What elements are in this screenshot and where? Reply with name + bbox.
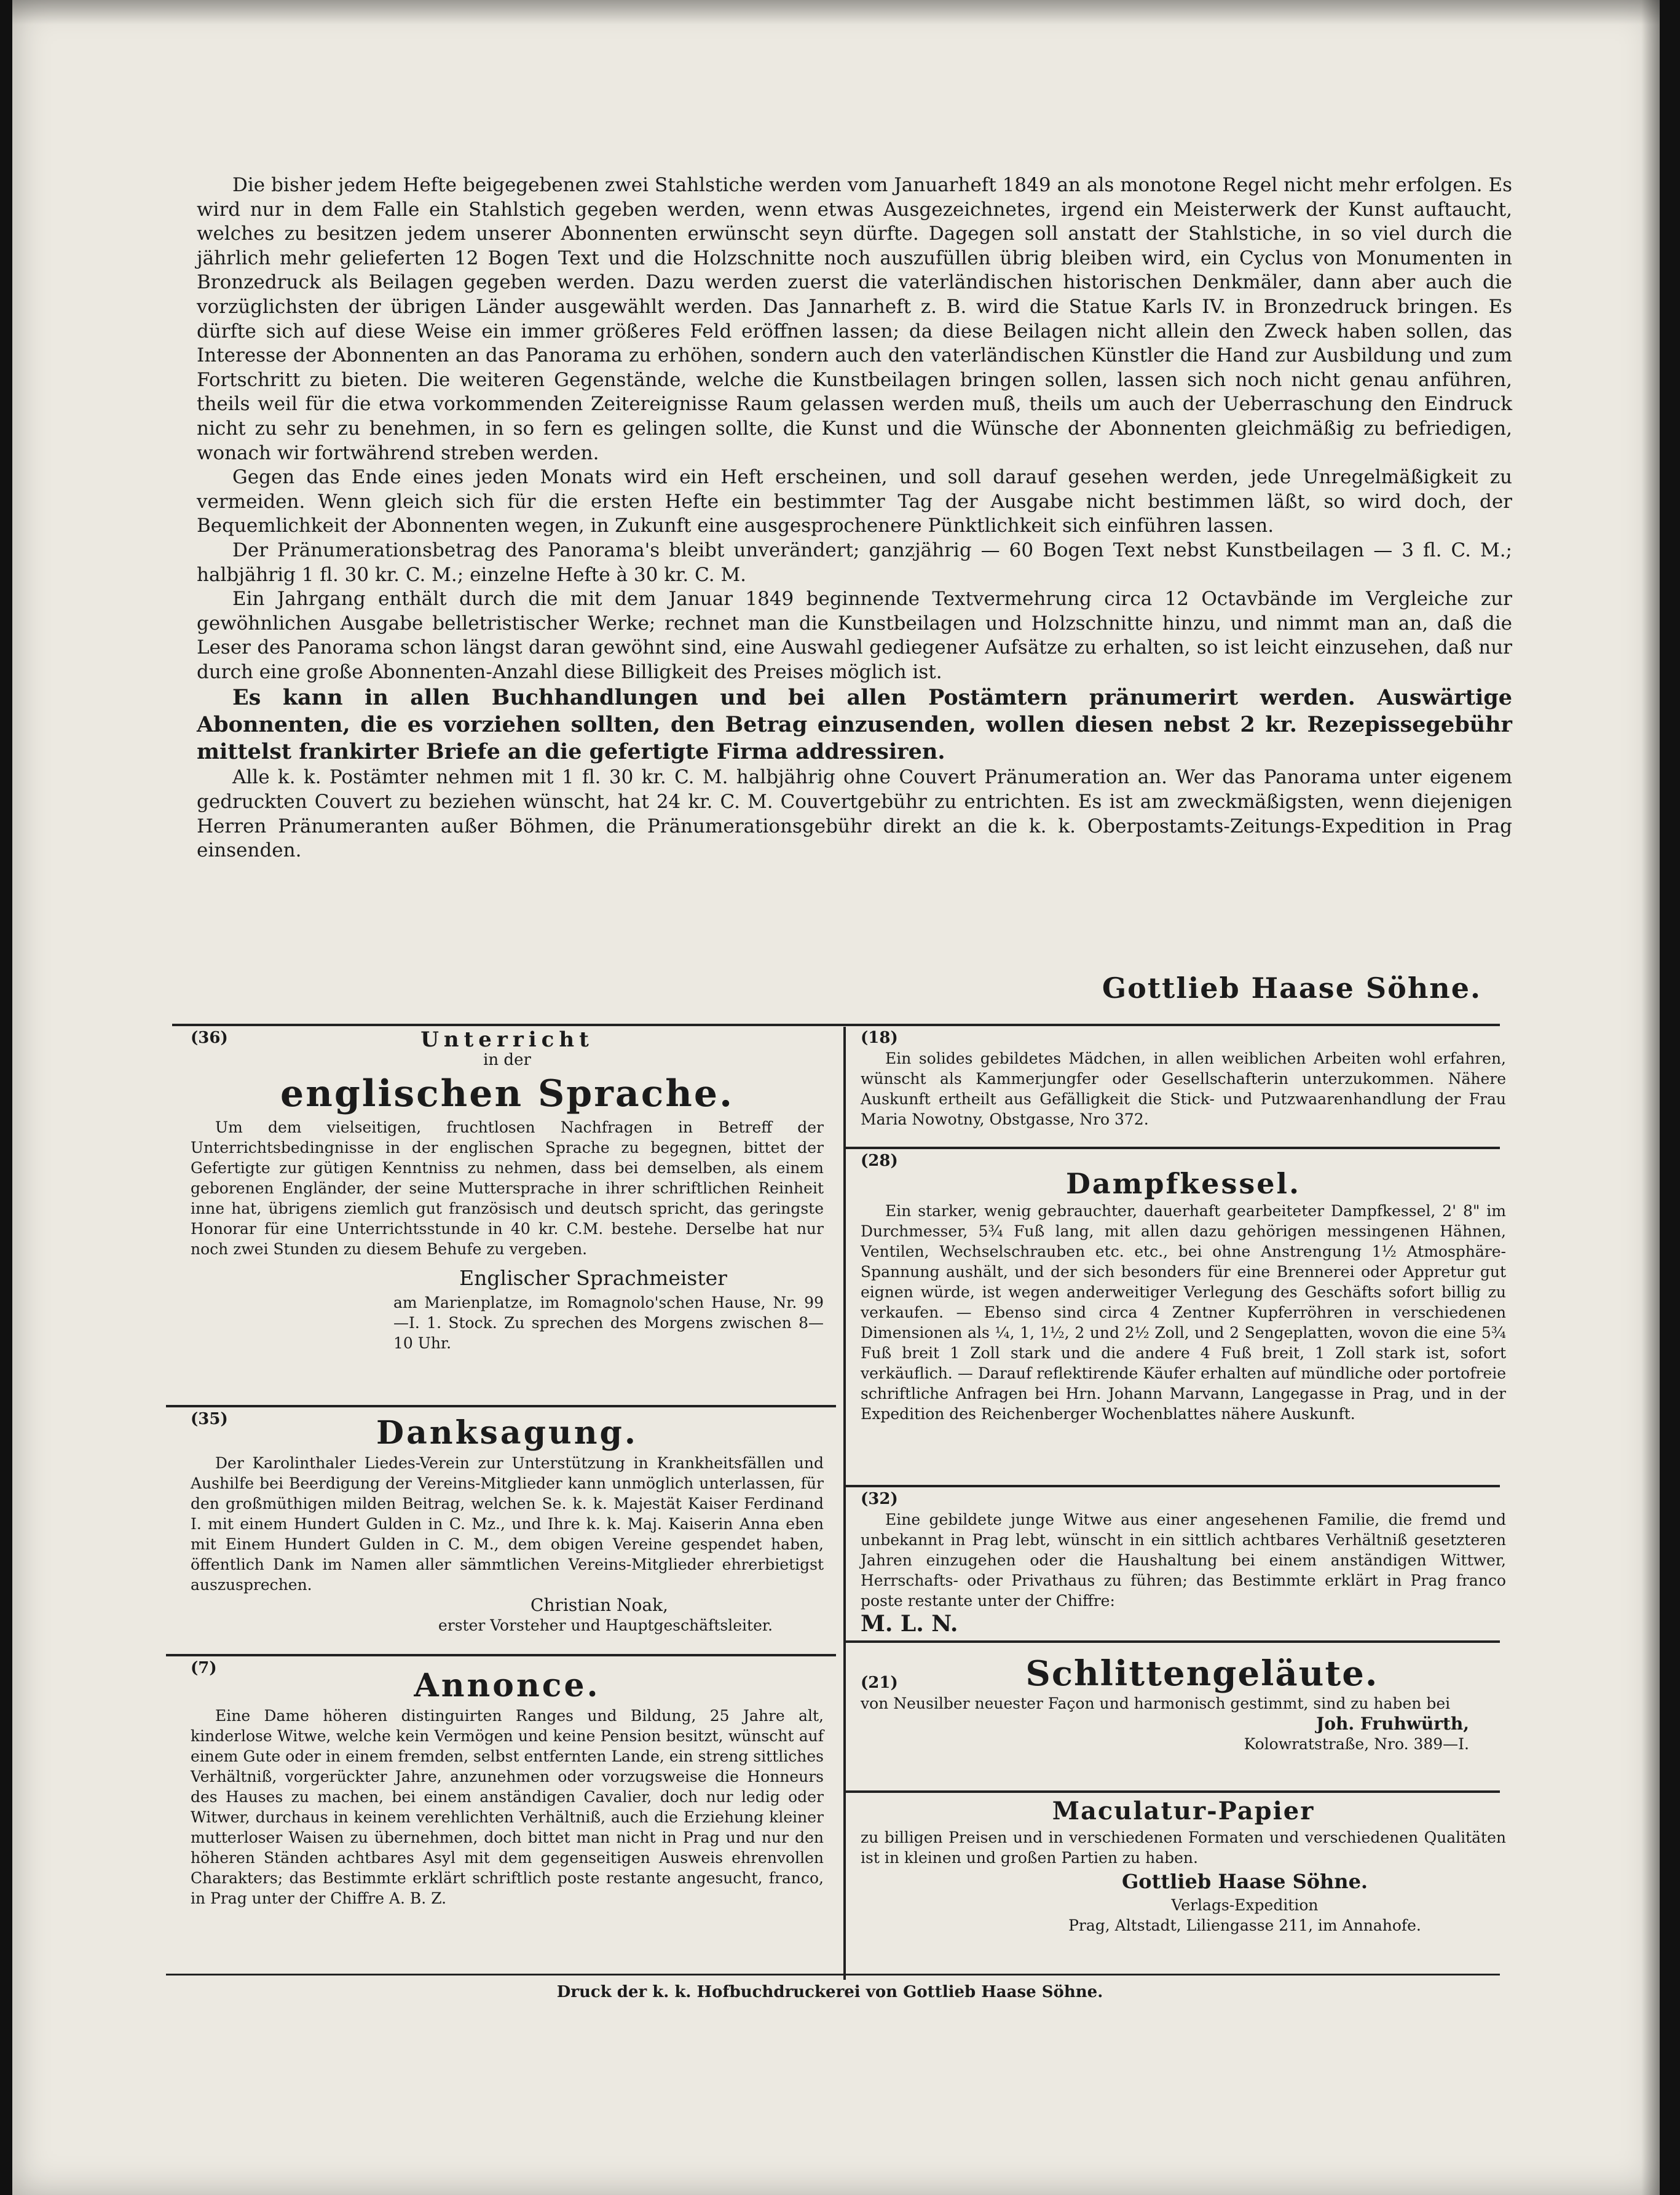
ad-rule <box>846 1640 1500 1643</box>
ad-line: in der <box>483 1051 531 1069</box>
ad-number: (32) <box>861 1490 898 1508</box>
ad-body: Ein solides gebildetes Mädchen, in allen weiblichen Arbeiten wohl erfahren, wünscht als Kammerjungfer oder Gesellschafterin unterzukommen. Nähere Auskunft ertheilt aus Gefälligkeit die Stick- und Putzwaarenhandlung der Frau Maria Nowotny, Obstgasse, Nro 372. <box>861 1050 1506 1128</box>
newspaper-page <box>12 0 1660 2195</box>
ad-rule <box>846 1147 1500 1149</box>
ad-title: Danksagung. <box>376 1414 639 1452</box>
ad-number: (7) <box>191 1659 217 1677</box>
intro-paragraph-3: Der Pränumerationsbetrag des Panorama's bleibt unverändert; ganzjährig — 60 Bogen Text nebst Kunstbeilagen — 3 fl. C. M.; halbjährig 1 fl. 30 kr. C. M.; einzelne Hefte à 30 kr. C. M. <box>197 539 1512 586</box>
ad-signer: Englischer Sprachmeister <box>459 1266 727 1290</box>
column-divider <box>843 1027 846 1980</box>
ad-role: Verlags-Expedition <box>1171 1896 1319 1914</box>
ad-title: englischen Sprache. <box>280 1072 734 1115</box>
publisher-signature: Gottlieb Haase Söhne. <box>1102 971 1481 1005</box>
ad-rule <box>846 1485 1500 1487</box>
ad-body: Eine gebildete junge Witwe aus einer angesehenen Familie, die fremd und unbekannt in Prag lebt, wünscht in ein sittlich achtbares Verhältniß gesetzteren Jahren einzugehen oder die Haushaltung bei einem anständigen Wittwer, Herrschafts- oder Privathaus zu führen; das Bestimmte erklärt in Prag franco poste restante unter der Chiffre: <box>861 1511 1506 1610</box>
ad-body: von Neusilber neuester Façon und harmonisch gestimmt, sind zu haben bei <box>861 1695 1451 1712</box>
ad-35-thanks <box>191 1409 824 1635</box>
ad-signer: Joh. Fruhwürth, <box>1316 1714 1469 1734</box>
ad-title: Maculatur-Papier <box>1052 1797 1315 1825</box>
ad-36-english-lessons <box>191 1028 824 1353</box>
ad-address: Prag, Altstadt, Liliengasse 211, im Annahofe. <box>1068 1916 1421 1934</box>
ad-number: (18) <box>861 1029 898 1047</box>
ad-rule <box>166 1405 836 1407</box>
ad-signer: Gottlieb Haase Söhne. <box>1121 1870 1368 1893</box>
ad-number: (35) <box>191 1410 228 1428</box>
ad-line: Unterricht <box>420 1027 594 1052</box>
section-rule <box>172 1024 1500 1026</box>
ad-title: Annonce. <box>414 1667 601 1704</box>
ad-body: zu billigen Preisen und in verschiedenen Formaten und verschiedenen Qualitäten ist in kleinen und großen Partien zu haben. <box>861 1829 1506 1867</box>
intro-paragraph-6: Alle k. k. Postämter nehmen mit 1 fl. 30 kr. C. M. halbjährig ohne Couvert Pränumeration an. Wer das Panorama unter eigenem gedruckten Couvert zu beziehen wünscht, hat 24 kr. C. M. Couvertgebühr zu entrichten. Es ist am zweckmäßigsten, wenn diejenigen Herren Pränumeranten außer Böhmen, die Pränumerationsgebühr direkt an die k. k. Oberpostamts-Zeitungs-Expedition in Prag einsenden. <box>197 766 1512 862</box>
intro-paragraph-4: Ein Jahrgang enthält durch die mit dem Januar 1849 beginnende Textvermehrung circa 12 Octavbände im Vergleiche zur gewöhnlichen Ausgabe belletristischer Werke; rechnet man die Kunstbeilagen und Holzschnitte hinzu, und nimmt man an, daß die Leser des Panorama schon längst daran gewöhnt sind, eine Auswahl gediegener Aufsätze zu erhalten, so ist leicht einzusehen, daß nur durch eine große Abonnenten-Anzahl diese Billigkeit des Preises möglich ist. <box>197 588 1512 683</box>
ad-18-maid <box>861 1028 1506 1129</box>
ad-title: Schlittengeläute. <box>1025 1653 1379 1694</box>
intro-paragraph-1: Die bisher jedem Hefte beigegebenen zwei Stahlstiche werden vom Januarheft 1849 an als monotone Regel nicht mehr erfolgen. Es wird nur in dem Falle ein Stahlstich gegeben werden, wenn etwas Ausgezeichnetes, irgend ein Meisterwerk der Kunst auftaucht, welches zu besitzen jedem unserer Abonnenten erwünscht seyn dürfte. Dagegen soll anstatt der Stahlstiche, in so viel durch die jährlich mehr gelieferten 12 Bogen Text und die Holzschnitte noch auszufüllen übrig bleiben wird, ein Cyclus von Monumenten in Bronzedruck als Beilagen gegeben werden. Dazu werden zuerst die vaterländischen historischen Denkmäler, dann aber auch die vorzüglichsten der übrigen Länder ausgewählt werden. Das Jannarheft z. B. wird die Statue Karls IV. in Bronzedruck bringen. Es dürfte sich auf diese Weise ein immer größeres Feld eröffnen lassen; da diese Beilagen nicht allein den Zweck haben sollen, das Interesse der Abonnenten an das Panorama zu erhöhen, sondern auch den vaterländischen Künstler die Hand zur Ausbildung und zum Fortschritt zu bieten. Die weiteren Gegenstände, welche die Kunstbeilagen bringen sollen, lassen sich noch nicht genau anführen, theils weil für die etwa vorkommenden Zeitereignisse Raum gelassen werden muß, theils um auch der Ueberraschung den Eindruck nicht zu sehr zu benehmen, in so fern es gelingen sollte, die Kunst und die Wünsche der Abonnenten gleichmäßig zu befriedigen, wonach wir fortwährend streben werden. <box>197 174 1512 464</box>
intro-paragraph-5: Es kann in allen Buchhandlungen und bei allen Postämtern pränumerirt werden. Auswärtige Abonnenten, die es vorziehen sollten, den Betrag einzusenden, wollen diesen nebst 2 kr. Rezepissegebühr mittelst frankirter Briefe an die gefertigte Firma addressiren. <box>197 685 1512 765</box>
ad-body: Ein starker, wenig gebrauchter, dauerhaft gearbeiteter Dampfkessel, 2' 8" im Durchmesser, 5¾ Fuß lang, mit allen dazu gehörigen messingenen Hähnen, Ventilen, Wechselschrauben etc. etc., bei ohne Anstrengung 1½ Atmosphäre-Spannung aushält, und der sich besonders für eine Brennerei oder Appretur gut eignen würde, ist wegen anderweitiger Verlegung des Geschäfts sofort billig zu verkaufen. — Ebenso sind circa 4 Zentner Kupferröhren in verschiedenen Dimensionen als ¼, 1, 1½, 2 und 2½ Zoll, und 2 Sengeplatten, wovon die eine 5¾ Fuß breit 1 Zoll stark und die andere 4 Fuß breit, 1 Zoll stark ist, sofort verkäuflich. — Darauf reflektirende Käufer erhalten auf mündliche oder portofreie schriftliche Anfragen bei Hrn. Johann Marvann, Langegasse in Prag, und in der Expedition des Reichenberger Wochenblattes nähere Auskunft. <box>861 1202 1506 1423</box>
ad-rule <box>846 1790 1500 1793</box>
printer-imprint: Druck der k. k. Hofbuchdruckerei von Gottlieb Haase Söhne. <box>556 1983 1103 2001</box>
ad-7-announcement <box>191 1658 824 1908</box>
ad-title: Dampfkessel. <box>1065 1167 1301 1200</box>
intro-text <box>197 173 1512 863</box>
ad-body: Der Karolinthaler Liedes-Verein zur Unterstützung in Krankheitsfällen und Aushilfe bei Beerdigung der Vereins-Mitglieder kann unmöglich unterlassen, für den großmüthigen milden Beitrag, welchen Se. k. k. Majestät Kaiser Ferdinand I. mit einem Hundert Gulden in C. Mz., und Ihre k. k. Maj. Kaiserin Anna eben mit Einem Hundert Gulden in C. M., dem obigen Vereine gespendet haben, öffentlich Dank im Namen aller sämmtlichen Vereins-Mitglieder ehrerbietigst auszusprechen. <box>191 1454 824 1594</box>
ad-32-widow <box>861 1489 1506 1637</box>
ad-number: (21) <box>861 1674 898 1692</box>
ad-21-sleigh-bells <box>861 1654 1506 1754</box>
ad-address: Kolowratstraße, Nro. 389—I. <box>1244 1735 1469 1753</box>
ad-rule <box>166 1654 836 1656</box>
ad-28-boiler <box>861 1151 1506 1424</box>
ad-body: Eine Dame höheren distinguirten Ranges und Bildung, 25 Jahre alt, kinderlose Witwe, welche kein Vermögen und keine Pension besitzt, wünscht auf einem Gute oder in einem fremden, selbst entfernten Lande, ein streng sittliches Verhältniß, vorgerückter Jahre, anzunehmen oder vorzugsweise die Honneurs des Hauses zu machen, bei einem anständigen Cavalier, doch nur ledig oder Witwer, durchaus in keinem verehlichten Verhältniß, auch die Erziehung kleiner mutterloser Waisen zu übernehmen, doch bittet man nicht in Prag und nur den höheren Ständen achtbares Asyl mit dem gegenseitigen Ausweis ehrenvollen Charakters; das Bestimmte erklärt schriftlich poste restante angesucht, franco, in Prag unter der Chiffre A. B. Z. <box>191 1707 824 1907</box>
ad-signer-role: erster Vorsteher und Hauptgeschäftsleiter. <box>438 1616 773 1634</box>
ad-body: Um dem vielseitigen, fruchtlosen Nachfragen in Betreff der Unterrichtsbedingnisse in der englischen Sprache zu begegnen, bittet der Gefertigte zur gütigen Kenntniss zu nehmen, dass bei demselben, als einem geborenen Engländer, der seine Muttersprache in ihrer schriftlichen Reinheit inne hat, übrigens ziemlich gut französisch und deutsch spricht, das geringste Honorar für eine Unterrichtsstunde in 40 kr. C.M. bestehe. Derselbe hat nur noch zwei Stunden zu diesem Behufe zu vergeben. <box>191 1118 824 1258</box>
ad-number: (28) <box>861 1152 898 1170</box>
ad-number: (36) <box>191 1029 228 1047</box>
ad-signer: Christian Noak, <box>530 1595 668 1615</box>
ad-maculatur-paper <box>861 1795 1506 1936</box>
intro-paragraph-2: Gegen das Ende eines jeden Monats wird ein Heft erscheinen, und soll darauf gesehen werden, jede Unregelmäßigkeit zu vermeiden. Wenn gleich sich für die ersten Hefte ein bestimmter Tag der Ausgabe nicht bestimmen läßt, so wird doch, der Bequemlichkeit der Abonnenten wegen, in Zukunft eine ausgesprochenere Pünktlichkeit sich einführen lassen. <box>197 466 1512 537</box>
ad-cipher: M. L. N. <box>861 1611 958 1637</box>
bottom-rule <box>166 1974 1500 1976</box>
ad-address: am Marienplatze, im Romagnolo'schen Hause, Nr. 99—I. 1. Stock. Zu sprechen des Morgens zwischen 8—10 Uhr. <box>393 1294 824 1352</box>
